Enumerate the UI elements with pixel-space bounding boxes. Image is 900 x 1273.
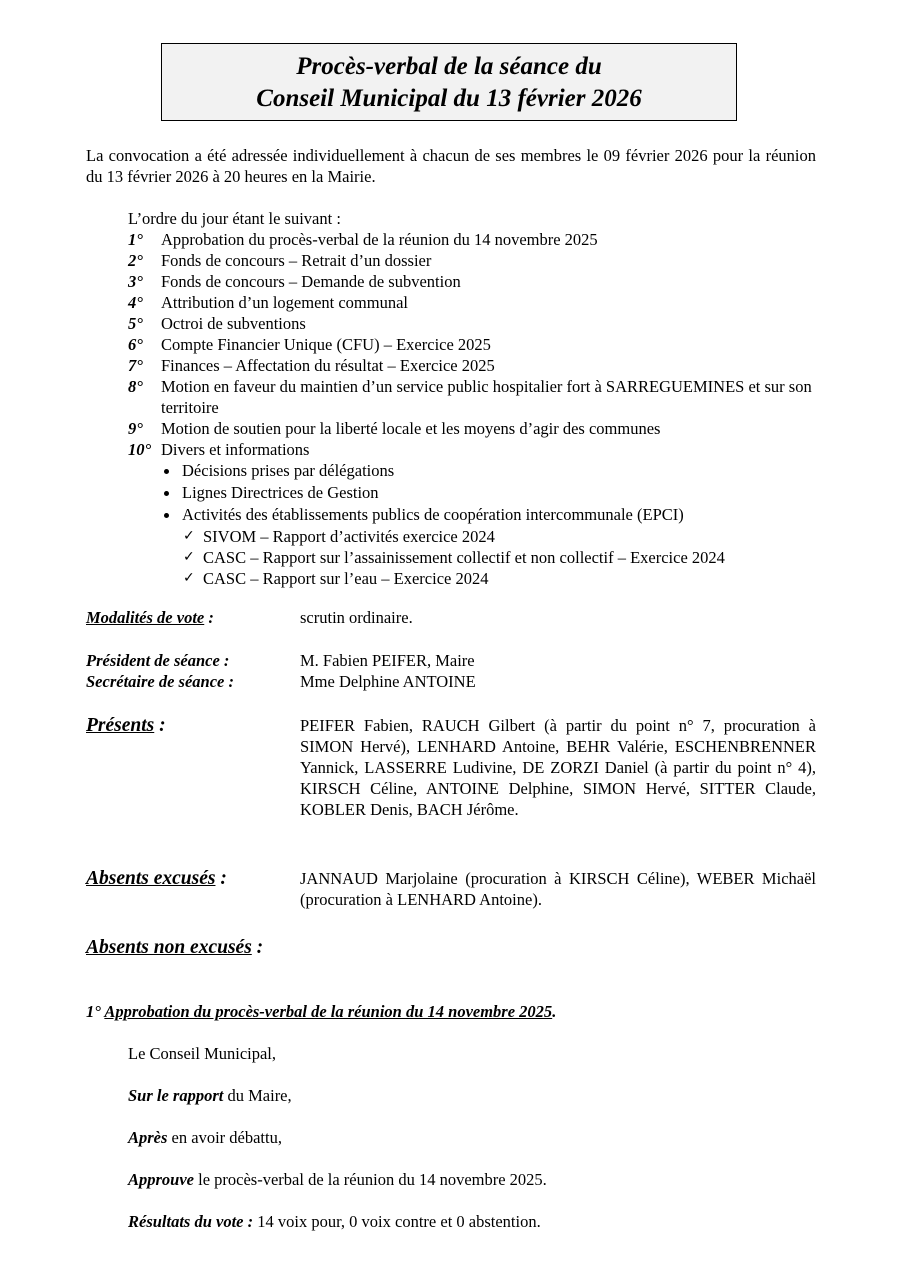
absents-excuses-value: JANNAUD Marjolaine (procuration à KIRSCH Céline), WEBER Michaël (procuration à LENHARD Antoine).	[300, 869, 816, 909]
agenda-check-text: CASC – Rapport sur l’eau – Exercice 2024	[203, 569, 489, 588]
agenda-item-text: Fonds de concours – Retrait d’un dossier	[161, 251, 432, 270]
president-label: Président de séance :	[86, 651, 230, 670]
agenda-check-list	[128, 526, 818, 589]
title-line-1: Procès-verbal de la séance du	[296, 53, 602, 80]
section-1-number: 1°	[86, 1002, 105, 1021]
rapport-emphasis: Sur le rapport	[128, 1086, 224, 1105]
agenda-item-text: Attribution d’un logement communal	[161, 293, 409, 312]
agenda-item	[128, 229, 818, 250]
document-title-box	[161, 43, 737, 121]
section-1-title-text: Approbation du procès-verbal de la réunion du 14 novembre 2025	[104, 1002, 553, 1021]
president-value: M. Fabien PEIFER, Maire	[300, 651, 475, 670]
rapport-paragraph	[128, 1085, 292, 1106]
absents-excuses-colon: :	[215, 868, 227, 889]
agenda-item	[128, 439, 818, 460]
agenda-item-number: 2°	[128, 251, 143, 270]
agenda-bullet	[128, 482, 818, 504]
presents-label-text: Présents	[86, 715, 155, 736]
apres-emphasis: Après	[128, 1128, 168, 1147]
checkmark-icon: ✓	[183, 549, 195, 565]
agenda-item-number: 4°	[128, 293, 143, 312]
agenda-item	[128, 292, 818, 313]
agenda-item	[128, 355, 818, 376]
agenda-item	[128, 376, 818, 418]
agenda-item-text: Finances – Affectation du résultat – Exercice 2025	[161, 356, 495, 375]
absents-non-excuses-label	[86, 936, 263, 960]
agenda	[128, 208, 818, 589]
absents-excuses-label	[86, 867, 227, 891]
presents-value: PEIFER Fabien, RAUCH Gilbert (à partir du point n° 7, procuration à SIMON Hervé), LENHARD Antoine, BEHR Valérie, ESCHENBRENNER Yannick, LASSERRE Ludivine, DE ZORZI Daniel (à partir du point n° 4), KIRSCH Céline, ANTOINE Delphine, SIMON Hervé, SITTER Claude, KOBLER Denis, BACH Jérôme.	[300, 716, 816, 819]
agenda-item-number: 8°	[128, 377, 143, 396]
approuve-emphasis: Approuve	[128, 1170, 194, 1189]
agenda-item	[128, 250, 818, 271]
agenda-item	[128, 313, 818, 334]
absents-non-excuses-label-text: Absents non excusés	[86, 937, 252, 958]
agenda-check-text: CASC – Rapport sur l’assainissement collectif et non collectif – Exercice 2024	[203, 548, 725, 567]
modalites-colon: :	[204, 608, 214, 627]
approuve-paragraph	[128, 1169, 547, 1190]
agenda-item-number: 9°	[128, 419, 143, 438]
apres-paragraph	[128, 1127, 282, 1148]
modalites-label	[86, 607, 214, 628]
section-1-title	[86, 1001, 556, 1022]
agenda-item-text: Compte Financier Unique (CFU) – Exercice 2025	[161, 335, 491, 354]
modalites-label-text: Modalités de vote	[86, 608, 205, 627]
agenda-item	[128, 334, 818, 355]
agenda-list	[128, 229, 818, 460]
agenda-item-text: Octroi de subventions	[161, 314, 306, 333]
presents-colon: :	[154, 715, 166, 736]
presents-label	[86, 714, 166, 738]
agenda-item-text: Fonds de concours – Demande de subvention	[161, 272, 461, 291]
checkmark-icon: ✓	[183, 528, 195, 544]
absents-excuses-label-text: Absents excusés	[86, 868, 216, 889]
agenda-item-text: Divers et informations	[161, 440, 310, 459]
agenda-item-text: Motion en faveur du maintien d’un service public hospitalier fort à SARREGUEMINES et sur son territoire	[161, 377, 812, 417]
conseil-paragraph: Le Conseil Municipal,	[128, 1044, 277, 1063]
modalites-value: scrutin ordinaire.	[300, 608, 413, 627]
agenda-bullet	[128, 504, 818, 526]
absents-non-excuses-colon: :	[251, 937, 264, 958]
agenda-item-number: 6°	[128, 335, 143, 354]
agenda-item-text: Motion de soutien pour la liberté locale et les moyens d’agir des communes	[161, 419, 661, 438]
agenda-item-number: 5°	[128, 314, 143, 333]
approuve-text: le procès-verbal de la réunion du 14 novembre 2025.	[194, 1170, 547, 1189]
intro-paragraph: La convocation a été adressée individuellement à chacun de ses membres le 09 février 2026 pour la réunion du 13 février 2026 à 20 heures en la Mairie.	[86, 146, 816, 186]
agenda-item-number: 7°	[128, 356, 143, 375]
agenda-item-text: Approbation du procès-verbal de la réunion du 14 novembre 2025	[161, 230, 598, 249]
agenda-bullet-list	[128, 460, 818, 526]
agenda-check-item	[128, 568, 818, 589]
agenda-item-number: 3°	[128, 272, 143, 291]
agenda-item-number: 1°	[128, 230, 143, 249]
agenda-check-item	[128, 547, 818, 568]
agenda-item	[128, 271, 818, 292]
agenda-bullet	[128, 460, 818, 482]
section-1-title-end: .	[552, 1002, 557, 1021]
checkmark-icon: ✓	[183, 570, 195, 586]
agenda-item-number: 10°	[128, 440, 152, 459]
secretaire-label: Secrétaire de séance :	[86, 672, 234, 691]
agenda-check-text: SIVOM – Rapport d’activités exercice 2024	[203, 527, 495, 546]
agenda-check-item	[128, 526, 818, 547]
title-line-2: Conseil Municipal du 13 février 2026	[256, 85, 642, 112]
resultats-emphasis: Résultats du vote :	[128, 1212, 254, 1231]
secretaire-value: Mme Delphine ANTOINE	[300, 672, 476, 691]
apres-text: en avoir débattu,	[167, 1128, 282, 1147]
agenda-bullet-text: Décisions prises par délégations	[182, 461, 395, 480]
agenda-bullet-text: Activités des établissements publics de coopération intercommunale (EPCI)	[182, 505, 684, 524]
agenda-heading: L’ordre du jour étant le suivant :	[128, 209, 341, 228]
resultats-text: 14 voix pour, 0 voix contre et 0 abstention.	[253, 1212, 541, 1231]
agenda-bullet-text: Lignes Directrices de Gestion	[182, 483, 379, 502]
agenda-item	[128, 418, 818, 439]
resultats-paragraph	[128, 1211, 541, 1232]
rapport-text: du Maire,	[223, 1086, 292, 1105]
